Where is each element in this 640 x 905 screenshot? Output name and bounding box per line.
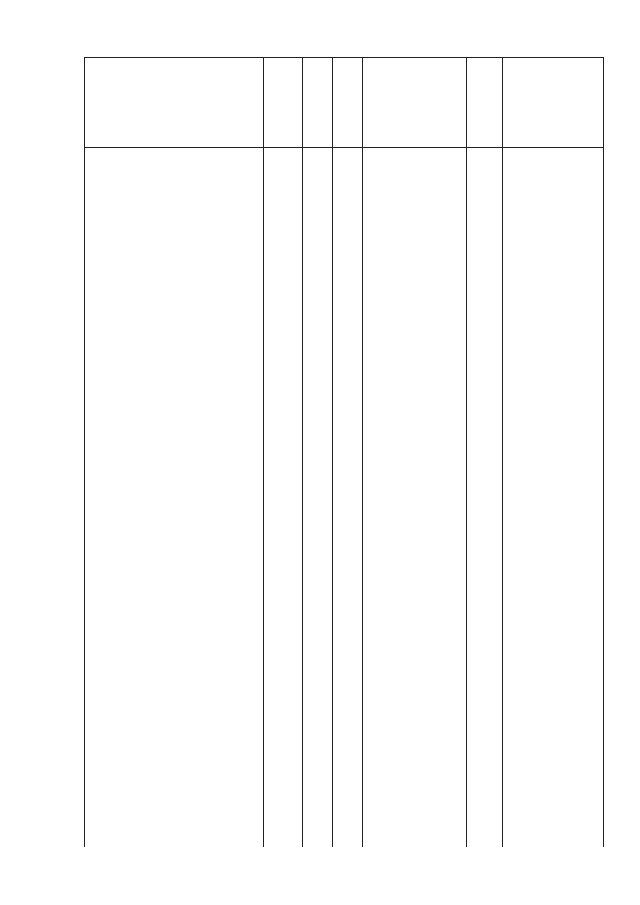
header-celevaya xyxy=(362,57,466,147)
header-name xyxy=(84,57,263,147)
header-vedomstvo xyxy=(263,57,302,147)
header-bottom-border xyxy=(84,147,603,148)
col-border xyxy=(302,57,303,847)
col-border xyxy=(332,57,333,847)
header-razdel xyxy=(302,57,332,147)
col-border xyxy=(502,57,503,847)
header-podrazdel xyxy=(332,57,362,147)
header-gruppa xyxy=(466,57,502,147)
header-summa xyxy=(502,57,603,147)
col-border xyxy=(263,57,264,847)
col-border xyxy=(603,57,604,847)
col-border xyxy=(362,57,363,847)
col-border xyxy=(84,57,85,847)
col-border xyxy=(466,57,467,847)
